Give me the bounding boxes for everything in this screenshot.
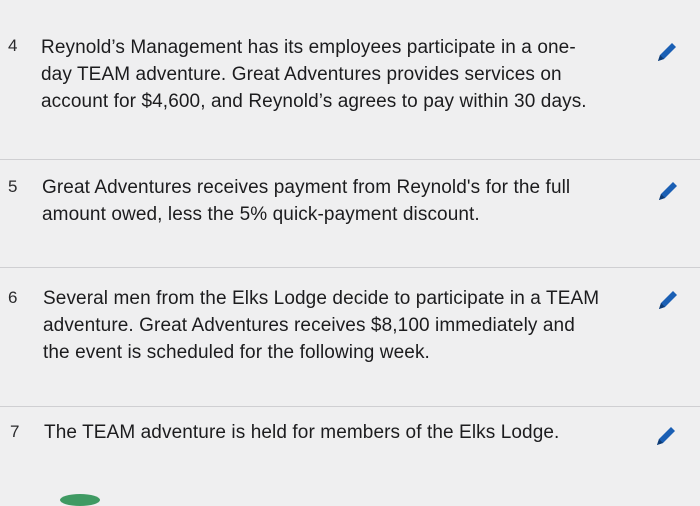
transaction-description: The TEAM adventure is held for members of the Elks Lodge. <box>44 422 560 443</box>
edit-transaction-button[interactable] <box>651 38 681 68</box>
transaction-number: 7 <box>10 422 20 441</box>
transaction-row <box>0 160 700 268</box>
transaction-row <box>0 407 700 500</box>
pencil-icon <box>652 424 678 450</box>
edit-transaction-button[interactable] <box>652 177 682 207</box>
edit-transaction-button[interactable] <box>650 422 680 452</box>
pencil-icon <box>654 179 680 205</box>
transaction-number: 4 <box>8 36 18 55</box>
transaction-description: Reynold’s Management has its employees participate in a one-day TEAM adventure. Great Adventures provides services on account for $4,600, and Reynold’s agrees to pay within 30 days. <box>41 37 587 112</box>
transaction-description: Great Adventures receives payment from Reynold's for the full amount owed, less the 5% quick-payment discount. <box>42 177 571 225</box>
transaction-number: 5 <box>8 177 18 196</box>
transaction-number: 6 <box>8 288 18 307</box>
transaction-row <box>0 268 700 407</box>
edit-transaction-button[interactable] <box>652 286 682 316</box>
transaction-description: Several men from the Elks Lodge decide to participate in a TEAM adventure. Great Adventures receives $8,100 immediately and the event is scheduled for the following week. <box>43 288 600 363</box>
pencil-icon <box>653 40 679 66</box>
pencil-icon <box>654 288 680 314</box>
transaction-row <box>0 0 700 160</box>
partial-button-edge <box>60 494 100 506</box>
